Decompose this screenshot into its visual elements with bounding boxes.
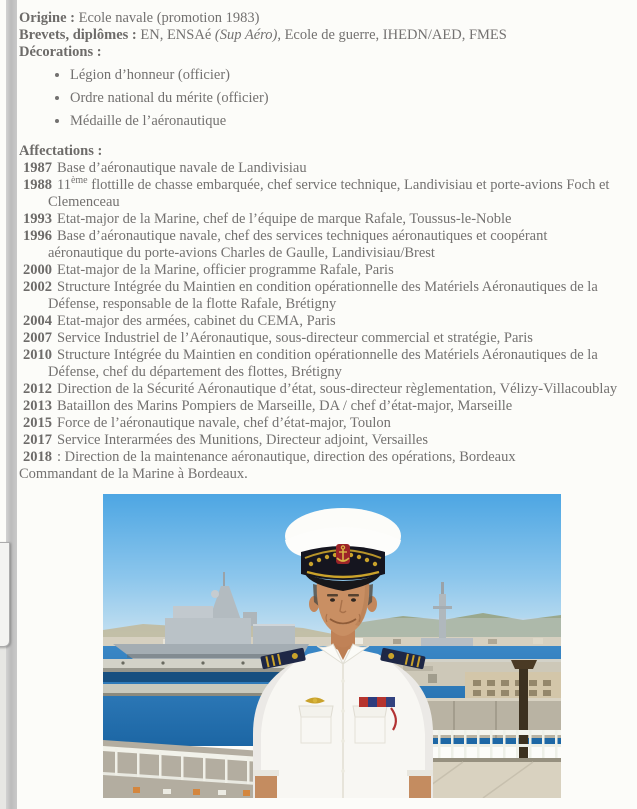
entry-year: 2004: [23, 313, 52, 329]
decoration-item: [70, 113, 623, 130]
entry-text: Etat-major de la Marine, officier programme Rafale, Paris: [57, 262, 394, 278]
affectation-entry: [23, 347, 623, 381]
biography-content: [19, 10, 623, 483]
affectation-entry: [23, 279, 623, 313]
entry-text: Etat-major des armées, cabinet du CEMA, Paris: [57, 313, 336, 329]
affectations-header: [19, 143, 623, 160]
entry-text: : Direction de la maintenance aéronautique, direction des opérations, Bordeaux: [57, 449, 516, 465]
entry-year: 2010: [23, 347, 52, 363]
entry-superscript: ème: [70, 175, 88, 187]
entry-text: Structure Intégrée du Maintien en condition opérationnelle des Matériels Aéronautiques de la Défense, chef du département des flottes, Brétigny: [48, 347, 598, 380]
affectation-entry: [23, 160, 623, 177]
entry-year: 2015: [23, 415, 52, 431]
brevets-label: Brevets, diplômes :: [19, 27, 137, 43]
entry-pre: 11: [57, 177, 71, 193]
affectation-entry: [23, 177, 623, 211]
affectation-entry: [23, 415, 623, 432]
entry-year: 2017: [23, 432, 52, 448]
affectation-entry: [23, 211, 623, 228]
affectation-entry: [23, 398, 623, 415]
decorations-line: [19, 44, 623, 61]
affectations-label: Affectations :: [19, 143, 103, 159]
affectation-entry: [23, 313, 623, 330]
entry-year: 2007: [23, 330, 52, 346]
entry-text: Structure Intégrée du Maintien en condition opérationnelle des Matériels Aéronautiques de la Défense, responsable de la flotte Rafale, Brétigny: [48, 279, 598, 312]
entry-year: 1987: [23, 160, 52, 176]
officer-portrait-photo: [103, 494, 561, 798]
entry-year: 2000: [23, 262, 52, 278]
entry-year: 2012: [23, 381, 52, 397]
decorations-list: [19, 67, 623, 130]
decoration-text: Légion d’honneur (officier): [70, 67, 230, 83]
entry-year: 2002: [23, 279, 52, 295]
brevets-italic: (Sup Aéro): [214, 27, 278, 43]
entry-text: Force de l’aéronautique navale, chef d’état-major, Toulon: [57, 415, 391, 431]
entry-text: Base d’aéronautique navale de Landivisiau: [57, 160, 307, 176]
entry-year: 1993: [23, 211, 52, 227]
brevets-text-1: EN, ENSAé: [140, 27, 215, 43]
ribbon-bar: [359, 697, 395, 707]
entry-text: Bataillon des Marins Pompiers de Marseille, DA / chef d’état-major, Marseille: [57, 398, 513, 414]
brevets-line: [19, 27, 623, 44]
entry-year: 2018: [23, 449, 52, 465]
origine-label: Origine :: [19, 10, 75, 26]
decorations-label: Décorations :: [19, 44, 102, 60]
decoration-text: Médaille de l’aéronautique: [70, 113, 227, 129]
entry-text: Direction de la Sécurité Aéronautique d’état, sous-directeur règlementation, Vélizy-Villacoublay: [57, 381, 618, 397]
closing-line: Commandant de la Marine à Bordeaux.: [19, 466, 248, 482]
decoration-item: [70, 67, 623, 84]
affectation-entry: [23, 381, 623, 398]
entry-text: Base d’aéronautique navale, chef des services techniques aéronautiques et coopérant aéronautique du porte-avions Charles de Gaulle, Landivisiau/Brest: [48, 228, 548, 261]
origine-line: [19, 10, 623, 27]
entry-year: 2013: [23, 398, 52, 414]
affectation-entry: [23, 262, 623, 279]
entry-text: Service Interarmées des Munitions, Directeur adjoint, Versailles: [57, 432, 428, 448]
affectation-entry: [23, 432, 623, 449]
entry-text: flottille de chasse embarquée, chef service technique, Landivisiau et porte-avions Foch et Clemenceau: [48, 177, 610, 210]
affectation-entry: [23, 330, 623, 347]
entry-year: 1988: [23, 177, 52, 193]
affectations-list: [23, 160, 623, 466]
entry-text: Service Industriel de l’Aéronautique, sous-directeur commercial et stratégie, Paris: [57, 330, 533, 346]
decoration-text: Ordre national du mérite (officier): [70, 90, 269, 106]
affectation-entry: [23, 449, 623, 466]
entry-text: Etat-major de la Marine, chef de l’équipe de marque Rafale, Toussus-le-Noble: [57, 211, 512, 227]
left-scrollbar[interactable]: [6, 0, 17, 809]
brevets-text-2: , Ecole de guerre, IHEDN/AED, FMES: [277, 27, 507, 43]
origine-text: Ecole navale (promotion 1983): [78, 10, 260, 26]
decoration-item: [70, 90, 623, 107]
left-edge-panel: [0, 542, 10, 647]
entry-year: 1996: [23, 228, 52, 244]
affectation-entry: [23, 228, 623, 262]
